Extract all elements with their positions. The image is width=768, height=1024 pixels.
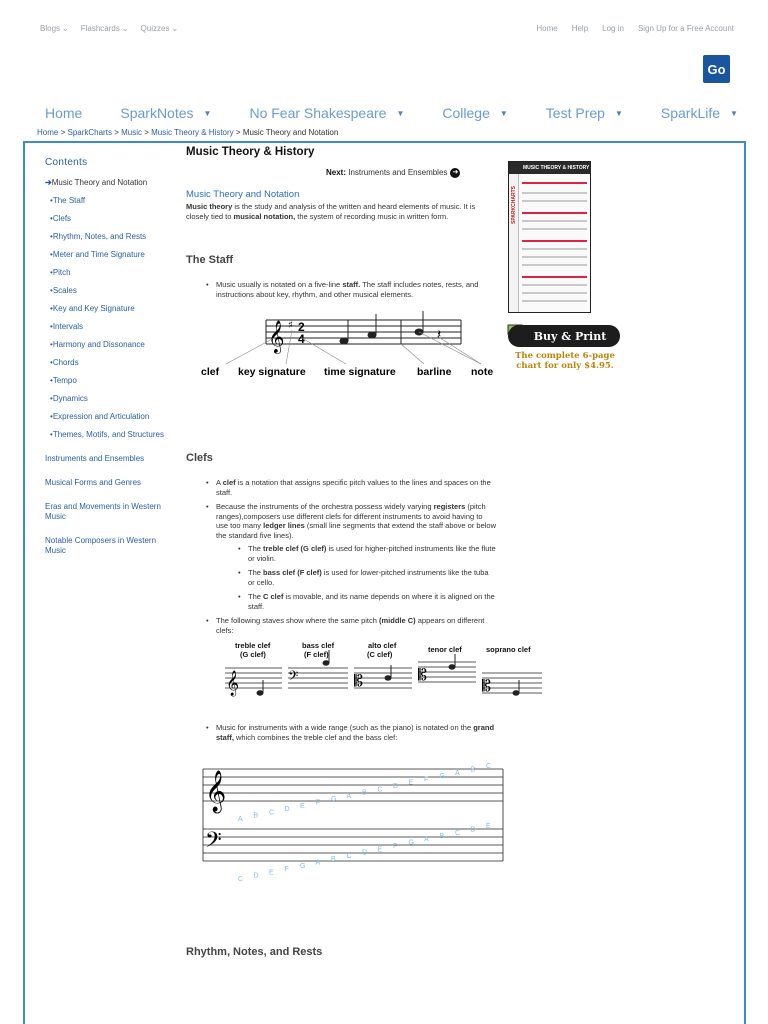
- quizzes-link[interactable]: Quizzes ⌄: [140, 24, 179, 33]
- bass-note-label: C: [238, 876, 244, 883]
- clefs-bullets: [206, 478, 496, 640]
- bass-note-label: D: [253, 872, 259, 880]
- sidebar-item-eras[interactable]: Eras and Movements in Western Music: [45, 502, 161, 521]
- sidebar-item-chords[interactable]: •Chords: [50, 358, 79, 367]
- help-link[interactable]: Help: [571, 24, 589, 33]
- treble-note-label: C: [269, 809, 275, 817]
- svg-text:(C clef): (C clef): [367, 650, 393, 659]
- treble-note-label: A: [238, 816, 243, 823]
- list-item: • The following staves show where the same pitch (middle C) appears on different clefs:: [206, 616, 496, 635]
- chevron-down-icon: ⌄: [62, 24, 69, 33]
- chevron-down-icon: ⌄: [121, 24, 129, 33]
- time-sig-bottom: 4: [298, 332, 305, 346]
- sidebar-item-the-staff[interactable]: •The Staff: [50, 196, 86, 205]
- treble-note-label: E: [408, 779, 414, 787]
- svg-text:(F clef): (F clef): [304, 650, 329, 659]
- treble-note-label: B: [362, 789, 367, 797]
- utility-bar: [40, 24, 734, 38]
- sidebar: [45, 157, 170, 564]
- flashcards-link[interactable]: Flashcards ⌄: [80, 24, 129, 33]
- poster-title: MUSIC THEORY & HISTORY: [509, 162, 590, 174]
- bass-note-label: A: [424, 836, 429, 844]
- go-button[interactable]: Go: [703, 55, 730, 83]
- staff-label-clef: clef: [201, 366, 220, 378]
- sidebar-item-rhythm[interactable]: •Rhythm, Notes, and Rests: [50, 232, 147, 241]
- treble-clef-icon: 𝄞: [226, 671, 240, 696]
- treble-note-label: D: [284, 806, 290, 814]
- treble-note-label: A: [346, 792, 352, 800]
- treble-note-label: F: [315, 799, 320, 807]
- rest-icon: 𝄽: [437, 327, 442, 343]
- nav-sparknotes[interactable]: SparkNotes ▼: [120, 105, 212, 121]
- bass-note-label: B: [331, 856, 336, 864]
- breadcrumb-sparkcharts[interactable]: SparkCharts: [67, 128, 112, 137]
- staff-heading: The Staff: [186, 254, 234, 266]
- section-title: Music Theory and Notation: [186, 189, 300, 200]
- treble-clef-icon: 𝄞: [205, 771, 227, 812]
- home-link[interactable]: Home: [536, 24, 558, 33]
- intro-paragraph: Music theory is the study and analysis of the written and heard elements of music. It is closely tied to musical notation, the system of recording music in written form.: [186, 202, 476, 221]
- tenor-clef-icon: 𝄡: [418, 665, 427, 684]
- page-title: Music Theory & History: [186, 146, 315, 158]
- list-item: • The bass clef (F clef) is used for lower-pitched instruments like the tuba or cello.: [238, 568, 496, 587]
- list-item: • Because the instruments of the orchestra possess widely varying registers (pitch ranges),composers use different clefs for different instruments to avoid having to use too many ledger lines (small line segments that extend the staff above or below the standard five lines). • The treble clef (G clef) is used for higher-pitched instruments like the flute or violin. • The bass clef (F clef) is used for lower-pitched instruments like the tuba or cello. • The C clef is movable, and its name depends on where it is aligned on the staff.: [206, 502, 496, 611]
- breadcrumb-home[interactable]: Home: [37, 128, 59, 137]
- treble-note-label: B: [470, 766, 476, 774]
- staff-label-time-signature: time signature: [324, 366, 396, 378]
- bass-note-label: G: [300, 862, 306, 870]
- poster-brand: SPARKCHARTS: [511, 186, 517, 224]
- contents-title: Contents: [45, 157, 88, 168]
- bass-note-label: F: [284, 866, 289, 874]
- bass-note-label: C: [455, 829, 461, 837]
- svg-text:bass clef: bass clef: [302, 641, 335, 650]
- list-item: • The treble clef (G clef) is used for higher-pitched instruments like the flute or violin.: [238, 544, 496, 563]
- sharp-icon: ♯: [288, 320, 293, 331]
- bass-note-label: D: [470, 826, 476, 834]
- triangle-down-icon: ▼: [730, 108, 738, 118]
- rhythm-heading: Rhythm, Notes, and Rests: [186, 946, 323, 958]
- list-item: • Music usually is notated on a five-line staff. The staff includes notes, rests, and instructions about key, rhythm, and other musical elements.: [206, 280, 506, 299]
- clef-types-list: [216, 544, 496, 611]
- treble-note-label: C: [377, 786, 383, 794]
- nav-home[interactable]: Home: [45, 105, 83, 121]
- treble-note-label: B: [253, 812, 259, 820]
- sidebar-item-harmony[interactable]: •Harmony and Dissonance: [50, 340, 145, 349]
- grand-staff-bullets: [206, 723, 496, 747]
- bass-note-label: A: [315, 859, 321, 867]
- staff-diagram: [196, 308, 506, 388]
- triangle-down-icon: ▼: [499, 108, 508, 118]
- nav-college[interactable]: College ▼: [442, 105, 508, 121]
- svg-text:treble clef: treble clef: [235, 641, 271, 650]
- blogs-link[interactable]: Blogs ⌄: [40, 24, 69, 33]
- sidebar-item-forms[interactable]: Musical Forms and Genres: [45, 478, 142, 487]
- bass-clef-icon: 𝄢: [288, 668, 299, 687]
- breadcrumb: Home > SparkCharts > Music > Music Theory & History > Music Theory and Notation: [37, 128, 339, 137]
- sidebar-item-clefs[interactable]: •Clefs: [50, 214, 72, 223]
- grand-staff-diagram: [198, 753, 508, 883]
- nav-test-prep[interactable]: Test Prep ▼: [545, 105, 623, 121]
- treble-note-label: F: [424, 776, 429, 784]
- bass-note-label: E: [269, 869, 274, 877]
- login-link[interactable]: Log in: [602, 24, 624, 33]
- staff-label-key-signature: key signature: [238, 366, 306, 378]
- svg-text:soprano clef: soprano clef: [486, 645, 531, 654]
- clefs-diagram: [220, 640, 550, 700]
- staff-label-note: note: [471, 366, 494, 378]
- chevron-down-icon: ⌄: [171, 24, 179, 33]
- bass-note-label: G: [408, 839, 414, 847]
- promo-text: The complete 6-page chart for only $4.95.: [515, 351, 615, 371]
- breadcrumb-current: Music Theory and Notation: [242, 128, 339, 137]
- sidebar-item-tempo[interactable]: •Tempo: [50, 376, 77, 385]
- bass-note-label: C: [346, 852, 352, 860]
- signup-link[interactable]: Sign Up for a Free Account: [637, 24, 734, 33]
- nav-no-fear-shakespeare[interactable]: No Fear Shakespeare ▼: [249, 105, 405, 121]
- breadcrumb-music[interactable]: Music: [121, 128, 142, 137]
- sidebar-item-current[interactable]: ➔Music Theory and Notation: [45, 178, 148, 187]
- time-sig-top: 2: [298, 320, 305, 334]
- triangle-down-icon: ▼: [203, 108, 212, 118]
- sidebar-item-expression[interactable]: •Expression and Articulation: [50, 412, 150, 421]
- buy-print-button[interactable]: Buy & Print: [508, 325, 620, 347]
- triangle-down-icon: ▼: [614, 108, 623, 118]
- list-item: • The C clef is movable, and its name depends on where it is aligned on the staff.: [238, 592, 496, 611]
- treble-note-label: A: [455, 769, 460, 777]
- sidebar-item-intervals[interactable]: •Intervals: [50, 322, 84, 331]
- treble-note-label: C: [486, 763, 492, 771]
- sidebar-item-key[interactable]: •Key and Key Signature: [50, 304, 135, 313]
- clefs-heading: Clefs: [186, 452, 213, 464]
- treble-clef-icon: 𝄞: [268, 320, 285, 353]
- main-nav: [45, 104, 738, 122]
- next-link[interactable]: Next: Instruments and Ensembles ➜: [326, 168, 460, 178]
- chart-thumbnail[interactable]: [508, 161, 591, 313]
- bass-clef-icon: 𝄢: [205, 828, 222, 858]
- list-item: • Music for instruments with a wide range (such as the piano) is notated on the grand staff, which combines the treble clef and the bass clef:: [206, 723, 496, 742]
- bass-note-label: D: [362, 849, 368, 857]
- bass-note-label: F: [393, 843, 398, 850]
- sidebar-item-instruments[interactable]: Instruments and Ensembles: [45, 454, 145, 463]
- sparkcharts-promo: [508, 161, 623, 371]
- staff-bullets: [206, 280, 506, 304]
- arrow-circle-icon: ➜: [450, 168, 460, 178]
- treble-note-label: D: [393, 783, 399, 790]
- treble-note-label: G: [331, 796, 337, 804]
- treble-note-label: G: [439, 773, 445, 781]
- svg-text:tenor clef: tenor clef: [428, 645, 462, 654]
- bass-note-label: E: [377, 846, 383, 854]
- treble-note-label: E: [300, 802, 305, 810]
- bass-note-label: E: [486, 823, 491, 831]
- sidebar-item-dynamics[interactable]: •Dynamics: [50, 394, 88, 403]
- nav-sparklife[interactable]: SparkLife ▼: [660, 105, 738, 121]
- bass-note-label: B: [439, 833, 445, 841]
- sidebar-item-pitch[interactable]: •Pitch: [50, 268, 71, 277]
- sidebar-item-composers[interactable]: Notable Composers in Western Music: [45, 536, 157, 555]
- svg-text:alto clef: alto clef: [368, 641, 397, 650]
- staff-label-barline: barline: [417, 366, 452, 378]
- sidebar-item-meter[interactable]: •Meter and Time Signature: [50, 250, 145, 259]
- list-item: • A clef is a notation that assigns specific pitch values to the lines and spaces on the staff.: [206, 478, 496, 497]
- arrow-right-icon: ➔: [45, 178, 52, 187]
- svg-text:(G clef): (G clef): [240, 650, 266, 659]
- breadcrumb-music-theory-history[interactable]: Music Theory & History: [151, 128, 234, 137]
- soprano-clef-icon: 𝄡: [482, 676, 491, 695]
- alto-clef-icon: 𝄡: [354, 671, 363, 690]
- sidebar-item-scales[interactable]: •Scales: [50, 286, 77, 295]
- triangle-down-icon: ▼: [396, 108, 405, 118]
- sidebar-item-themes[interactable]: •Themes, Motifs, and Structures: [50, 430, 164, 439]
